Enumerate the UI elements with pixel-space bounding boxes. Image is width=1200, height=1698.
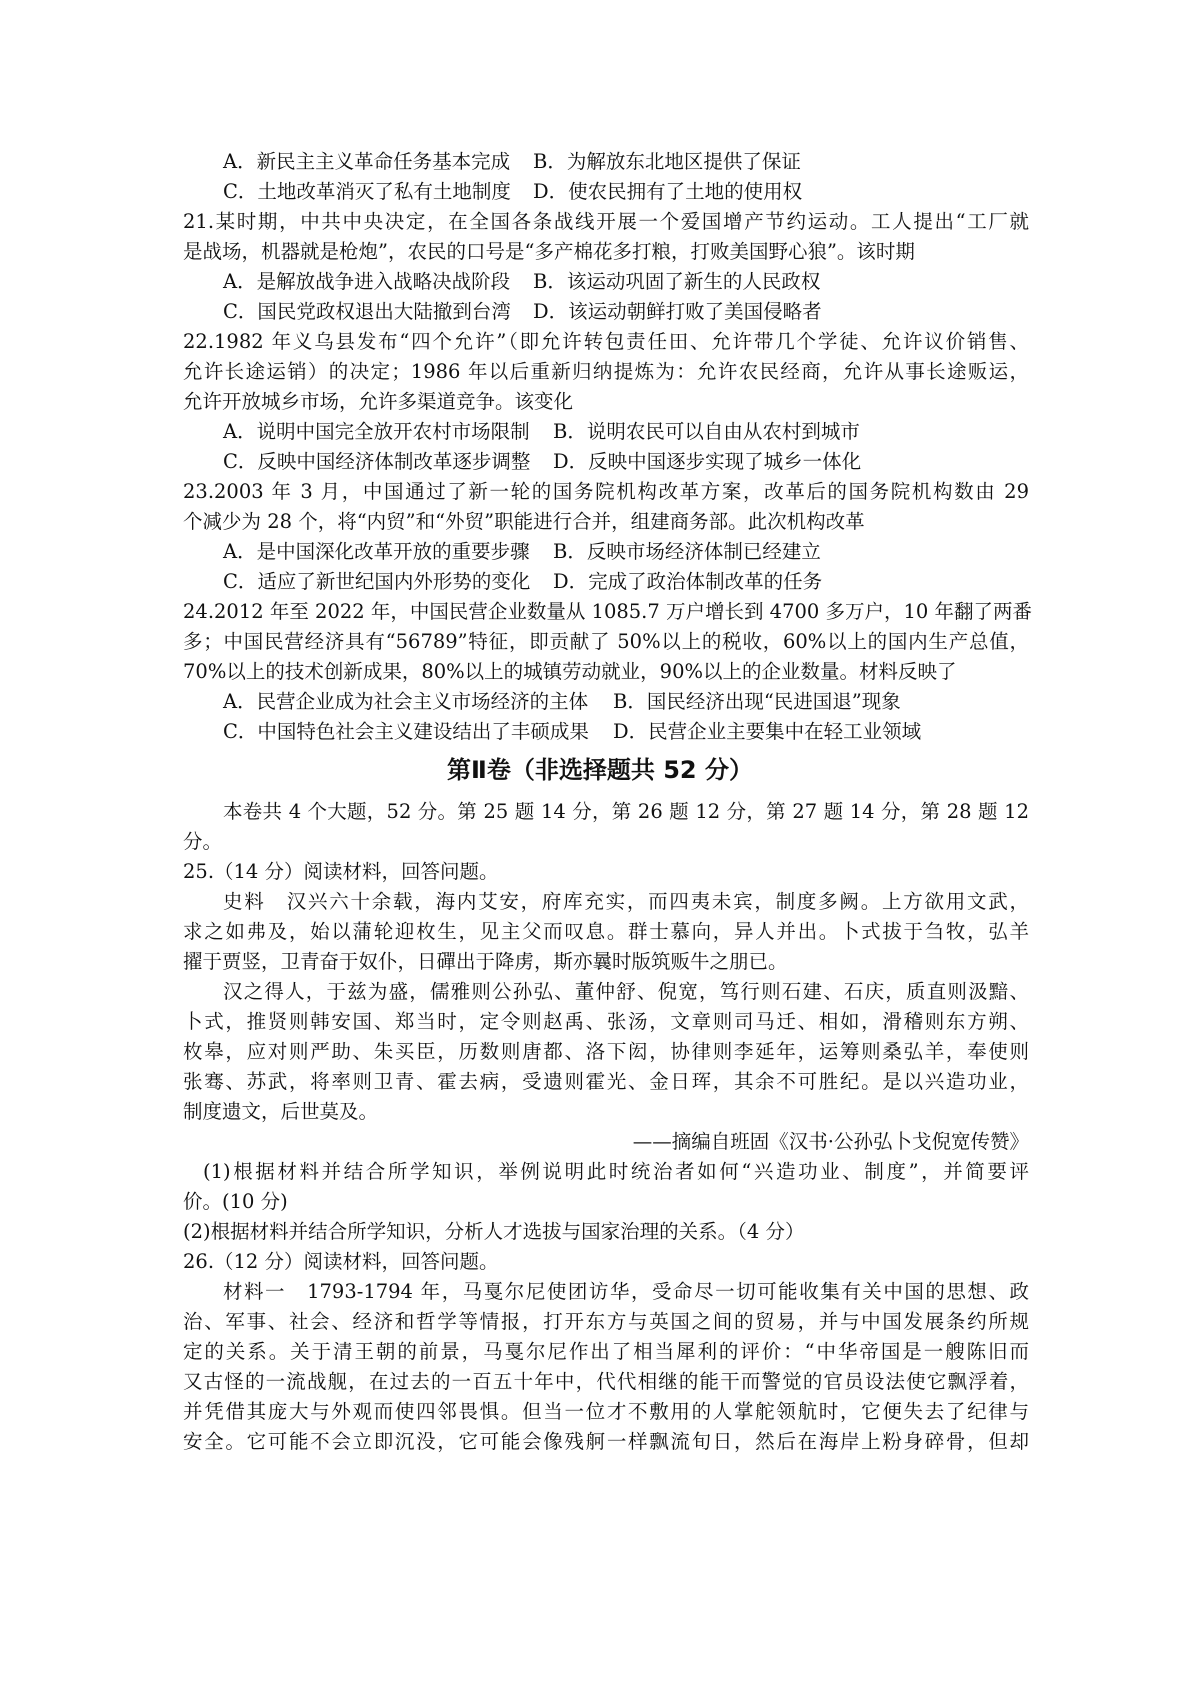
q22-option-d: D．反映中国逐步实现了城乡一体化 <box>553 450 862 473</box>
q21-option-c: C．国民党政权退出大陆撤到台湾 <box>223 300 511 323</box>
part2-title: 第Ⅱ卷（非选择题共 52 分） <box>447 756 753 784</box>
q24-option-b: B．国民经济出现“民进国退”现象 <box>613 690 901 713</box>
q24-option-a: A．民营企业成为社会主义市场经济的主体 <box>223 690 589 713</box>
q23-stem-line: 个减少为 28 个，将“内贸”和“外贸”职能进行合并，组建商务部。此次机构改革 <box>183 510 865 533</box>
q23-stem-line: 23.2003 年 3 月，中国通过了新一轮的国务院机构改革方案，改革后的国务院机构数由 29 <box>183 480 1029 503</box>
q20-option-c: C．土地改革消灭了私有土地制度 <box>223 180 511 203</box>
q25-question-line: (1)根据材料并结合所学知识，举例说明此时统治者如何“兴造功业、制度”，并简要评 <box>203 1160 1029 1183</box>
q22-stem-line: 允许开放城乡市场，允许多渠道竞争。该变化 <box>183 390 574 413</box>
q21-option-a: A．是解放战争进入战略决战阶段 <box>223 270 511 293</box>
q25-question-line: (2)根据材料并结合所学知识，分析人才选拔与国家治理的关系。（4 分） <box>183 1220 805 1243</box>
q25-material-line: 卜式，推贤则韩安国、郑当时，定令则赵禹、张汤，文章则司马迁、相如，滑稽则东方朔、 <box>183 1010 1029 1033</box>
q25-material-line: 汉之得人，于兹为盛，儒雅则公孙弘、董仲舒、倪宽，笃行则石建、石庆，质直则汲黯、 <box>223 980 1029 1003</box>
q24-stem-line: 多；中国民营经济具有“56789”特征，即贡献了 50%以上的税收，60%以上的国内生产总值， <box>183 630 1029 653</box>
q23-option-b: B．反映市场经济体制已经建立 <box>553 540 821 563</box>
q25-material-line: 张骞、苏武，将率则卫青、霍去病，受遗则霍光、金日珲，其余不可胜纪。是以兴造功业， <box>183 1070 1029 1093</box>
q21-option-d: D．该运动朝鲜打败了美国侵略者 <box>533 300 822 323</box>
q23-option-d: D．完成了政治体制改革的任务 <box>553 570 823 593</box>
q25-material-line: 擢于贾竖，卫青奋于奴仆，日磾出于降虏，斯亦曩时版筑贩牛之朋已。 <box>183 950 788 973</box>
q25-material-line: 制度遗文，后世莫及。 <box>183 1100 379 1123</box>
q25-header: 25.（14 分）阅读材料，回答问题。 <box>183 860 499 883</box>
q22-option-b: B．说明农民可以自由从农村到城市 <box>553 420 860 443</box>
q23-option-a: A．是中国深化改革开放的重要步骤 <box>223 540 530 563</box>
q22-stem-line: 22.1982 年义乌县发布“四个允许”（即允许转包责任田、允许带几个学徒、允许议价销售、 <box>183 330 1029 353</box>
q24-stem-line: 70%以上的技术创新成果，80%以上的城镇劳动就业，90%以上的企业数量。材料反映了 <box>183 660 957 683</box>
q25-material-line: 求之如弗及，始以蒲轮迎枚生，见主父而叹息。群士慕向，异人并出。卜式拔于刍牧，弘羊 <box>183 920 1029 943</box>
q25-material-line: 枚皋，应对则严助、朱买臣，历数则唐都、洛下闳，协律则李延年，运筹则桑弘羊，奉使则 <box>183 1040 1029 1063</box>
q22-option-a: A．说明中国完全放开农村市场限制 <box>223 420 530 443</box>
q26-material-line: 定的关系。关于清王朝的前景，马戛尔尼作出了相当犀利的评价：“中华帝国是一艘陈旧而 <box>183 1340 1029 1363</box>
part2-intro-line: 本卷共 4 个大题，52 分。第 25 题 14 分，第 26 题 12 分，第 27 题 14 分，第 28 题 12 <box>223 800 1029 823</box>
q24-option-d: D．民营企业主要集中在轻工业领域 <box>613 720 922 743</box>
q25-question-line: 价。(10 分) <box>183 1190 288 1213</box>
q21-stem-line: 21.某时期，中共中央决定，在全国各条战线开展一个爱国增产节约运动。工人提出“工厂就 <box>183 210 1029 233</box>
q22-stem-line: 允许长途运销）的决定；1986 年以后重新归纳提炼为：允许农民经商，允许从事长途贩运， <box>183 360 1029 383</box>
q22-option-c: C．反映中国经济体制改革逐步调整 <box>223 450 531 473</box>
q26-material-line: 材料一 1793-1794 年，马戛尔尼使团访华，受命尽一切可能收集有关中国的思想、政 <box>223 1280 1029 1303</box>
q26-material-line: 治、军事、社会、经济和哲学等情报，打开东方与英国之间的贸易，并与中国发展条约所规 <box>183 1310 1029 1333</box>
q20-option-b: B．为解放东北地区提供了保证 <box>533 150 801 173</box>
q25-source: ——摘编自班固《汉书·公孙弘卜戈倪宽传赞》 <box>632 1130 1029 1153</box>
q26-material-line: 安全。它可能不会立即沉没，它可能会像残舸一样飘流旬日，然后在海岸上粉身碎骨，但却 <box>183 1430 1029 1453</box>
q24-stem-line: 24.2012 年至 2022 年，中国民营企业数量从 1085.7 万户增长到 4700 多万户，10 年翻了两番 <box>183 600 1033 623</box>
q24-option-c: C．中国特色社会主义建设结出了丰硕成果 <box>223 720 589 743</box>
q25-material-line: 史料 汉兴六十余载，海内艾安，府库充实，而四夷未宾，制度多阙。上方欲用文武， <box>223 890 1029 913</box>
q23-option-c: C．适应了新世纪国内外形势的变化 <box>223 570 531 593</box>
q20-option-a: A．新民主主义革命任务基本完成 <box>223 150 511 173</box>
q21-option-b: B．该运动巩固了新生的人民政权 <box>533 270 821 293</box>
q26-material-line: 又古怪的一流战舰，在过去的一百五十年中，代代相继的能干而警觉的官员设法使它飘浮着， <box>183 1370 1029 1393</box>
q26-header: 26.（12 分）阅读材料，回答问题。 <box>183 1250 499 1273</box>
part2-intro-line: 分。 <box>183 830 223 853</box>
q20-option-d: D．使农民拥有了土地的使用权 <box>533 180 803 203</box>
q21-stem-line: 是战场，机器就是枪炮”，农民的口号是“多产棉花多打粮，打败美国野心狼”。该时期 <box>183 240 915 263</box>
q26-material-line: 并凭借其庞大与外观而使四邻畏惧。但当一位才不敷用的人掌舵领航时，它便失去了纪律与 <box>183 1400 1029 1423</box>
